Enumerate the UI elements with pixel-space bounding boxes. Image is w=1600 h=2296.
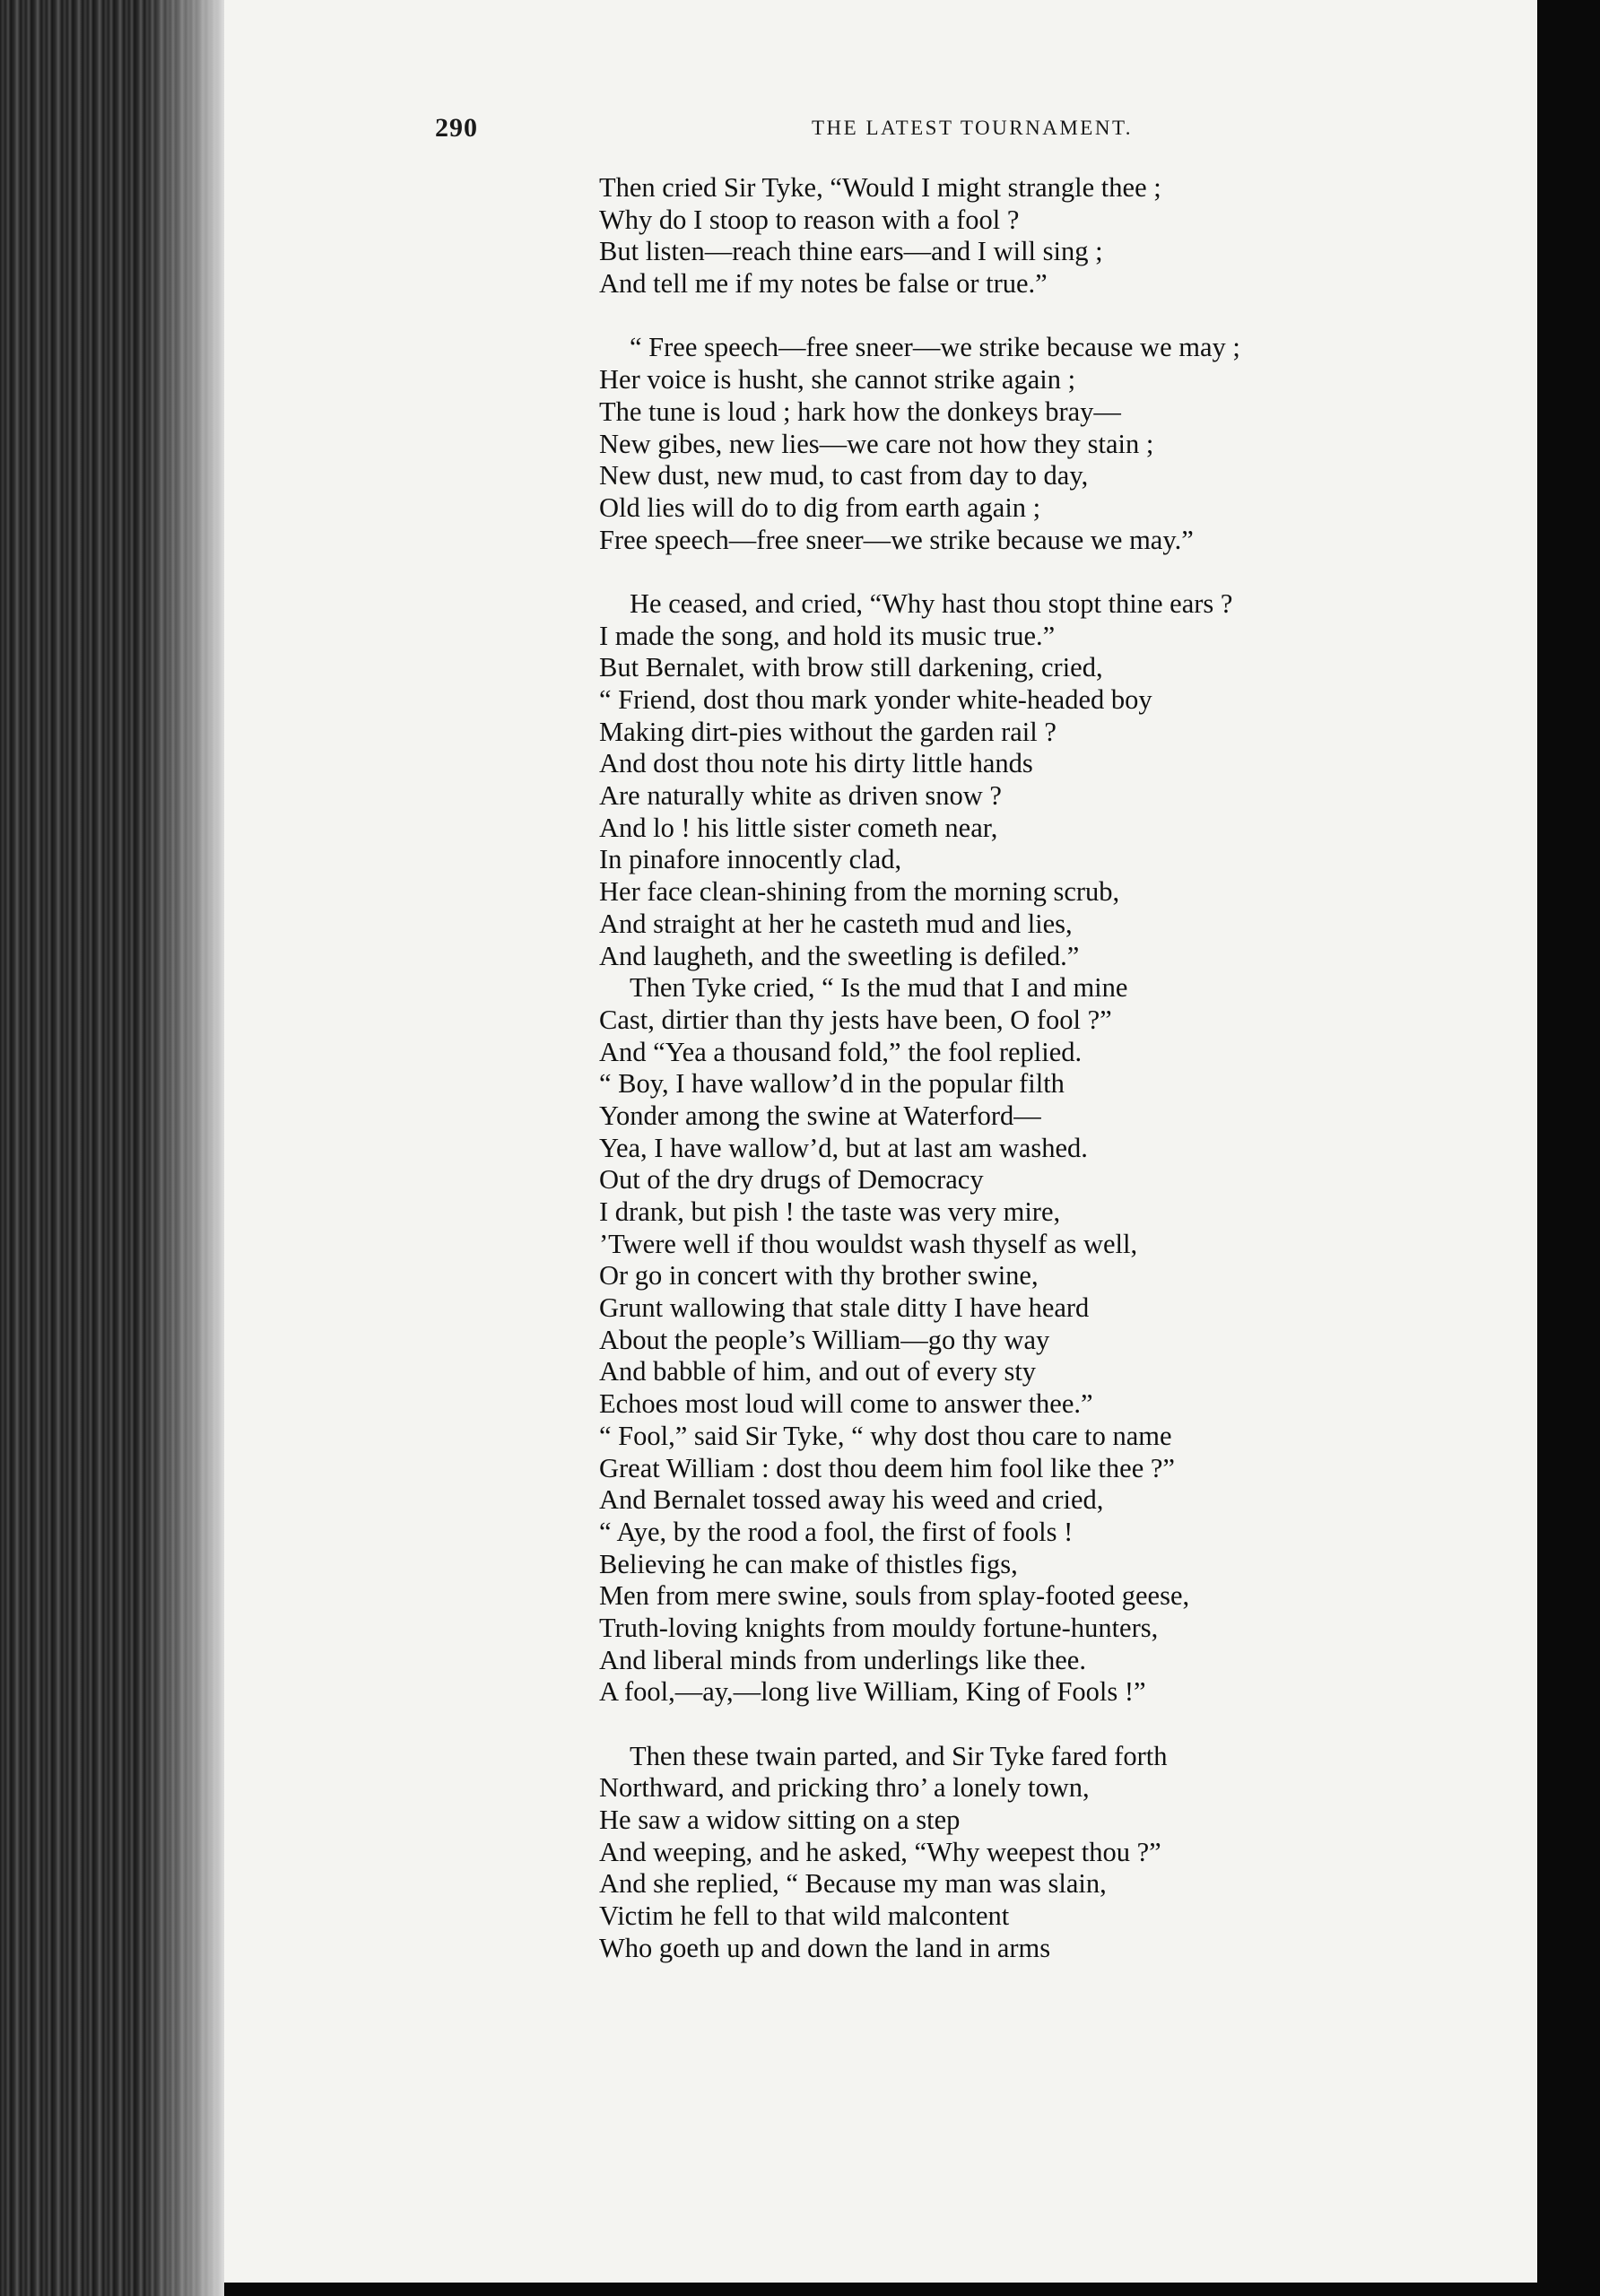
stanza-break bbox=[599, 300, 1600, 333]
poem-line: New dust, new mud, to cast from day to day, bbox=[599, 460, 1089, 491]
poem-line: The tune is loud ; hark how the donkeys bray— bbox=[599, 396, 1121, 427]
page-number: 290 bbox=[435, 113, 478, 143]
poem-line: Victim he fell to that wild malcontent bbox=[599, 1900, 1010, 1932]
poem-line: In pinafore innocently clad, bbox=[599, 844, 902, 875]
poem-line: And babble of him, and out of every sty bbox=[599, 1356, 1037, 1387]
stanza-break bbox=[599, 556, 1600, 588]
poem-line: “ Boy, I have wallow’d in the popular filth bbox=[599, 1068, 1065, 1100]
poem-line: Yea, I have wallow’d, but at last am washed. bbox=[599, 1132, 1088, 1163]
poem-line: Then these twain parted, and Sir Tyke fared forth bbox=[630, 1740, 1168, 1771]
poem-line: He ceased, and cried, “Why hast thou stopt thine ears ? bbox=[630, 587, 1233, 619]
poem-line: Making dirt-pies without the garden rail ? bbox=[599, 716, 1057, 747]
poem-line: “ Free speech—free sneer—we strike because we may ; bbox=[630, 332, 1240, 363]
poem-line: Echoes most loud will come to answer thee.” bbox=[599, 1388, 1093, 1420]
running-title: THE LATEST TOURNAMENT. bbox=[812, 117, 1134, 139]
poem-text bbox=[599, 172, 1600, 1965]
poem-line: “ Friend, dost thou mark yonder white-headed boy bbox=[599, 684, 1152, 715]
poem-line: And tell me if my notes be false or true.” bbox=[599, 268, 1048, 300]
poem-line: I drank, but pish ! the taste was very mire, bbox=[599, 1196, 1061, 1227]
poem-line: I made the song, and hold its music true.” bbox=[599, 620, 1056, 651]
poem-line: But listen—reach thine ears—and I will sing ; bbox=[599, 236, 1103, 267]
poem-line: Old lies will do to dig from earth again ; bbox=[599, 491, 1041, 523]
poem-line: Or go in concert with thy brother swine, bbox=[599, 1260, 1039, 1292]
poem-line: Are naturally white as driven snow ? bbox=[599, 780, 1002, 812]
poem-line: And weeping, and he asked, “Why weepest thou ?” bbox=[599, 1836, 1161, 1867]
poem-line: And she replied, “ Because my man was slain, bbox=[599, 1868, 1107, 1900]
poem-line: About the people’s William—go thy way bbox=[599, 1324, 1050, 1355]
poem-line: A fool,—ay,—long live William, King of Fools !” bbox=[599, 1676, 1146, 1708]
poem-line: Then Tyke cried, “ Is the mud that I and mine bbox=[630, 972, 1128, 1004]
poem-line: Her face clean-shining from the morning scrub, bbox=[599, 876, 1120, 908]
page-sheet bbox=[224, 0, 1537, 2283]
poem-line: New gibes, new lies—we care not how they stain ; bbox=[599, 428, 1154, 459]
poem-line: And dost thou note his dirty little hands bbox=[599, 748, 1033, 779]
poem-line: “ Aye, by the rood a fool, the first of fools ! bbox=[599, 1516, 1074, 1547]
poem-line: And laugheth, and the sweetling is defiled.” bbox=[599, 940, 1080, 971]
poem-line: He saw a widow sitting on a step bbox=[599, 1805, 961, 1836]
poem-line: “ Fool,” said Sir Tyke, “ why dost thou care to name bbox=[599, 1420, 1172, 1451]
poem-line: But Bernalet, with brow still darkening, cried, bbox=[599, 652, 1103, 683]
poem-line: Why do I stoop to reason with a fool ? bbox=[599, 204, 1020, 235]
poem-line: Truth-loving knights from mouldy fortune-hunters, bbox=[599, 1612, 1159, 1643]
poem-line: Then cried Sir Tyke, “Would I might strangle thee ; bbox=[599, 172, 1161, 203]
poem-line: Men from mere swine, souls from splay-footed geese, bbox=[599, 1580, 1190, 1612]
poem-line: And lo ! his little sister cometh near, bbox=[599, 812, 998, 843]
poem-line: Northward, and pricking thro’ a lonely town, bbox=[599, 1772, 1090, 1804]
poem-line: Believing he can make of thistles figs, bbox=[599, 1548, 1018, 1579]
poem-line: And Bernalet tossed away his weed and cried, bbox=[599, 1484, 1104, 1516]
poem-line: Who goeth up and down the land in arms bbox=[599, 1932, 1051, 1963]
poem-line: Cast, dirtier than thy jests have been, O fool ?” bbox=[599, 1004, 1112, 1035]
poem-line: Great William : dost thou deem him fool like thee ?” bbox=[599, 1452, 1175, 1483]
poem-line: Grunt wallowing that stale ditty I have heard bbox=[599, 1292, 1090, 1324]
book-binding-gutter bbox=[0, 0, 224, 2296]
poem-line: Out of the dry drugs of Democracy bbox=[599, 1164, 984, 1196]
poem-line: And straight at her he casteth mud and lies, bbox=[599, 908, 1073, 939]
poem-line: Yonder among the swine at Waterford— bbox=[599, 1100, 1041, 1131]
stanza-break bbox=[599, 1709, 1600, 1741]
poem-line: Free speech—free sneer—we strike because we may.” bbox=[599, 524, 1194, 555]
poem-line: And liberal minds from underlings like thee. bbox=[599, 1644, 1086, 1675]
poem-line: And “Yea a thousand fold,” the fool replied. bbox=[599, 1036, 1083, 1067]
running-header bbox=[224, 113, 1537, 149]
scan-edge bbox=[1537, 0, 1600, 2296]
poem-line: Her voice is husht, she cannot strike again ; bbox=[599, 364, 1076, 396]
poem-line: ’Twere well if thou wouldst wash thyself as well, bbox=[599, 1228, 1138, 1259]
